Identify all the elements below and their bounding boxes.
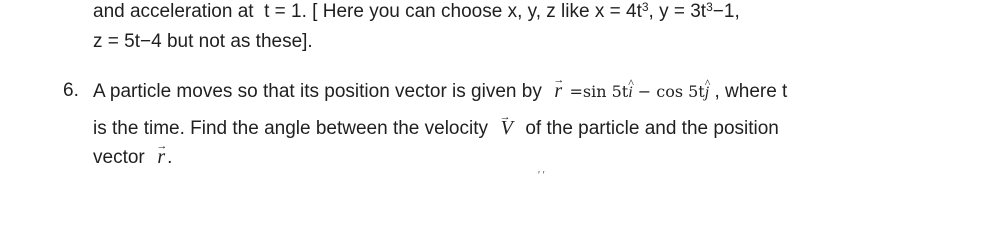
superscript-3a: 3: [641, 0, 649, 14]
continuation-line-2: z = 5t−4 but not as these].: [93, 31, 313, 52]
cos-term: − cos 5t: [632, 82, 705, 101]
position-vector-symbol-2: → r: [155, 145, 167, 169]
problem-line-2a: is the time. Find the angle between the velocity: [93, 118, 489, 139]
velocity-vector-symbol: → V: [499, 116, 515, 140]
superscript-3b: 3: [706, 0, 713, 14]
text-vector: vector: [93, 147, 145, 168]
problem-6-line-3: [93, 145, 172, 170]
problem-line-2b: of the particle and the position: [525, 118, 779, 139]
unit-vector-i: ^ i: [628, 81, 632, 105]
text-and-acceleration: and acceleration at: [93, 1, 254, 22]
where-t-text: , where t: [714, 81, 788, 102]
sin-term: =sin 5t: [569, 82, 629, 101]
period: .: [167, 147, 173, 168]
stray-mark: ′ ′: [538, 170, 545, 181]
text-minus-1: −1,: [712, 1, 740, 22]
problem-number: 6.: [63, 80, 79, 101]
text-t-equals-1: t = 1. [ Here you can choose x, y, z like x = 4t: [264, 1, 642, 22]
continuation-line-1: [93, 0, 740, 24]
position-vector-symbol: → r: [552, 79, 564, 103]
problem-6-line-1: [93, 79, 787, 105]
text-y-equals: , y = 3t: [648, 1, 707, 22]
problem-intro-text: A particle moves so that its position vector is given by: [93, 81, 542, 102]
unit-vector-j: ^ j: [705, 81, 709, 105]
problem-6-line-2: [93, 116, 779, 141]
